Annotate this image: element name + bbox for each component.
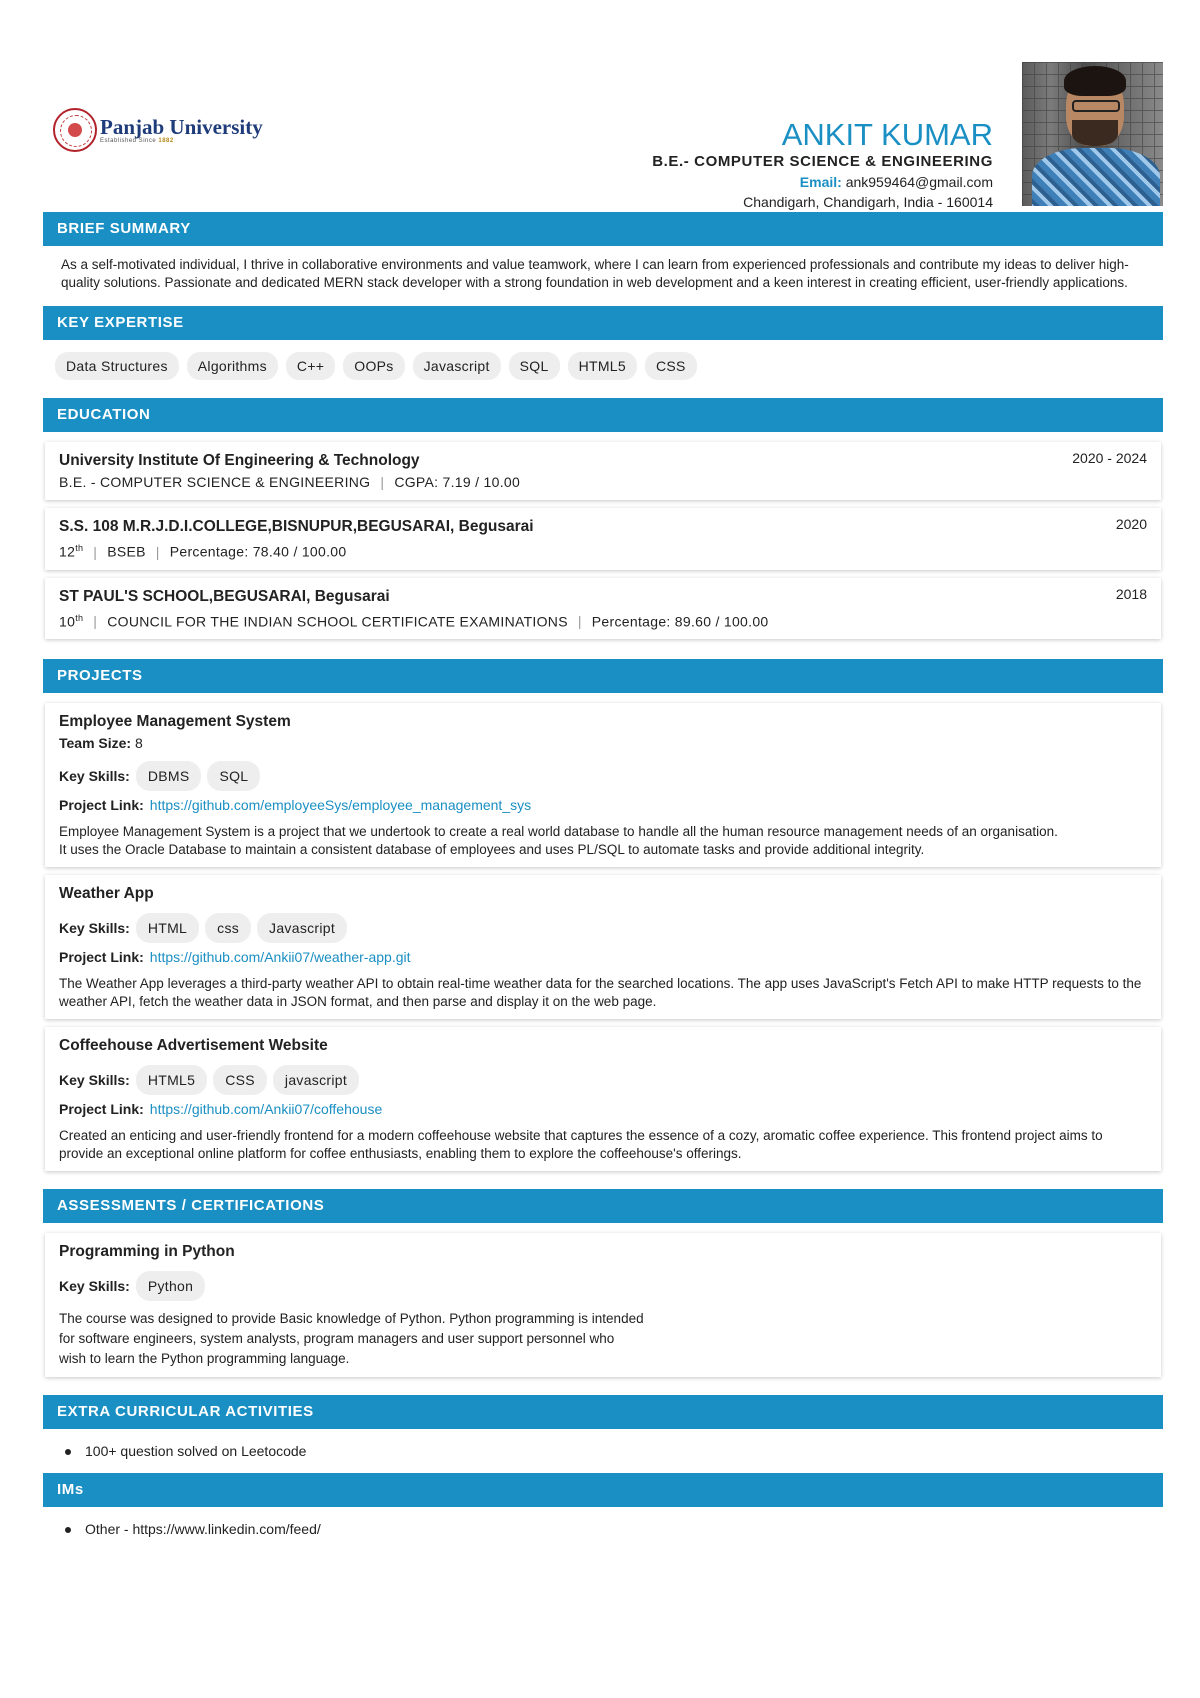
expertise-chip: Javascript	[413, 352, 501, 380]
expertise-chip: CSS	[645, 352, 697, 380]
education-degree: B.E. - COMPUTER SCIENCE & ENGINEERING	[59, 474, 371, 490]
summary-text: As a self-motivated individual, I thrive in collaborative environments and value teamwork, where I can learn from experienced professionals and contribute my ideas to deliver high-quality solutions. Passionate and dedicated MERN stack developer with a strong foundation in web development and a keen interest in creating efficient, user-friendly applications.	[61, 257, 1129, 290]
education-score: CGPA: 7.19 / 10.00	[394, 474, 521, 490]
section-ims: IMs	[43, 1473, 1163, 1507]
expertise-chip: HTML5	[568, 352, 637, 380]
project-link-row: Project Link: https://github.com/Ankii07/weather-app.git	[59, 949, 411, 966]
education-level: 10	[59, 613, 76, 630]
resume-header	[43, 0, 1163, 212]
skill-chip: HTML5	[136, 1065, 207, 1095]
team-size: Team Size: 8	[59, 735, 143, 752]
section-key-expertise: KEY EXPERTISE	[43, 306, 1163, 340]
candidate-degree: B.E.- COMPUTER SCIENCE & ENGINEERING	[652, 153, 993, 170]
institution-name: ST PAUL'S SCHOOL,BEGUSARAI, Begusarai	[59, 587, 390, 605]
certification-entry	[45, 1233, 1161, 1377]
expertise-chip: Algorithms	[187, 352, 278, 380]
certification-title: Programming in Python	[59, 1243, 235, 1261]
candidate-identity	[652, 118, 993, 212]
key-skills: Key Skills: Python	[59, 1271, 1147, 1301]
institution-name: University Institute Of Engineering & Technology	[59, 452, 420, 469]
skill-chip: CSS	[213, 1065, 267, 1095]
section-certifications: ASSESSMENTS / CERTIFICATIONS	[43, 1189, 1163, 1223]
list-item: Other - https://www.linkedin.com/feed/	[65, 1519, 1163, 1539]
list-item: 100+ question solved on Leetocode	[65, 1441, 1163, 1461]
project-entry	[45, 875, 1161, 1019]
education-board: BSEB	[107, 543, 146, 560]
project-link-row: Project Link: https://github.com/employeeSys/employee_management_sys	[59, 797, 532, 814]
expertise-chip: OOPs	[343, 352, 404, 380]
education-entry: S.S. 108 M.R.J.D.I.COLLEGE,BISNUPUR,BEGUSARAI, Begusarai 2020 12th | BSEB | Percentage: 78.40 / 100.00	[45, 508, 1161, 570]
project-description: Employee Management System is a project that we undertook to create a real world database to handle all the human resource management needs of an organisation. It uses the Oracle Database to maintain a consistent database of employees and uses PL/SQL to automate tasks and provide additional integrity.	[59, 824, 1058, 858]
education-entry: University Institute Of Engineering & Technology 2020 - 2024 B.E. - COMPUTER SCIENCE & ENGINEERING | CGPA: 7.19 / 10.00	[45, 442, 1161, 500]
education-year: 2020	[1115, 516, 1147, 532]
candidate-photo	[1022, 62, 1163, 206]
skill-chip: HTML	[136, 913, 199, 943]
section-extra-curricular: EXTRA CURRICULAR ACTIVITIES	[43, 1395, 1163, 1429]
education-year: 2018	[1115, 585, 1147, 602]
education-entry: ST PAUL'S SCHOOL,BEGUSARAI, Begusarai 2018 10th | COUNCIL FOR THE INDIAN SCHOOL CERTIFICATE EXAMINATIONS | Percentage: 89.60 / 100.00	[45, 578, 1161, 640]
project-title: Coffeehouse Advertisement Website	[59, 1037, 328, 1055]
education-board: COUNCIL FOR THE INDIAN SCHOOL CERTIFICATE EXAMINATIONS	[107, 613, 568, 630]
skill-chip: SQL	[207, 761, 260, 791]
university-seal-icon	[53, 108, 97, 152]
section-education: EDUCATION	[43, 398, 1163, 432]
university-name: Panjab University	[100, 115, 263, 139]
project-link[interactable]: https://github.com/Ankii07/coffehouse	[149, 1101, 383, 1118]
candidate-email: Email: ank959464@gmail.com	[799, 174, 993, 190]
certification-description: The course was designed to provide Basic knowledge of Python. Python programming is intended for software engineers, system analysts, program managers and user support personnel who wish to learn the Python programming language.	[59, 1311, 644, 1367]
university-logo	[53, 108, 263, 152]
section-brief-summary: BRIEF SUMMARY	[43, 212, 1163, 246]
candidate-name: ANKIT KUMAR	[781, 117, 993, 152]
ims-list	[43, 1507, 1163, 1551]
education-score: Percentage: 89.60 / 100.00	[591, 613, 769, 630]
extra-curricular-list	[43, 1429, 1163, 1473]
expertise-chip: SQL	[509, 352, 560, 380]
project-link[interactable]: https://github.com/Ankii07/weather-app.git	[149, 949, 411, 966]
project-description: The Weather App leverages a third-party weather API to obtain real-time weather data for the searched locations. The app uses JavaScript's Fetch API to make HTTP requests to the weather API, fetch the weather data in JSON format, and then parse and display it on the web page.	[59, 976, 1142, 1010]
skill-chip: Javascript	[257, 913, 347, 943]
key-skills: Key Skills: HTML css Javascript	[59, 913, 1147, 943]
project-title: Employee Management System	[59, 713, 291, 731]
project-title: Weather App	[59, 885, 154, 903]
expertise-chip: C++	[286, 352, 335, 380]
expertise-chip: Data Structures	[55, 352, 179, 380]
project-entry	[45, 703, 1161, 867]
resume-page	[43, 0, 1163, 1551]
skill-chip: javascript	[273, 1065, 359, 1095]
skill-chip: css	[205, 913, 251, 943]
education-level: 12	[59, 543, 76, 560]
expertise-list	[43, 340, 1163, 398]
email-value[interactable]: ank959464@gmail.com	[845, 174, 993, 190]
key-skills: Key Skills: DBMS SQL	[59, 761, 1147, 791]
university-established: Established Since 1882	[100, 138, 174, 144]
project-entry	[45, 1027, 1161, 1171]
project-description: Created an enticing and user-friendly frontend for a modern coffeehouse website that captures the essence of a cozy, aromatic coffee experience. This frontend project aims to provide an exceptional online platform for coffee enthusiasts, enabling them to explore the coffeehouse's offerings.	[59, 1128, 1103, 1162]
project-link[interactable]: https://github.com/employeeSys/employee_management_sys	[149, 797, 532, 814]
project-link-row: Project Link: https://github.com/Ankii07/coffehouse	[59, 1101, 383, 1118]
education-year: 2020 - 2024	[1072, 450, 1147, 466]
candidate-address: Chandigarh, Chandigarh, India - 160014	[743, 194, 993, 210]
institution-name: S.S. 108 M.R.J.D.I.COLLEGE,BISNUPUR,BEGUSARAI, Begusarai	[59, 518, 534, 535]
education-score: Percentage: 78.40 / 100.00	[169, 543, 347, 560]
skill-chip: DBMS	[136, 761, 202, 791]
skill-chip: Python	[136, 1271, 205, 1301]
section-projects: PROJECTS	[43, 659, 1163, 693]
key-skills: Key Skills: HTML5 CSS javascript	[59, 1065, 1147, 1095]
